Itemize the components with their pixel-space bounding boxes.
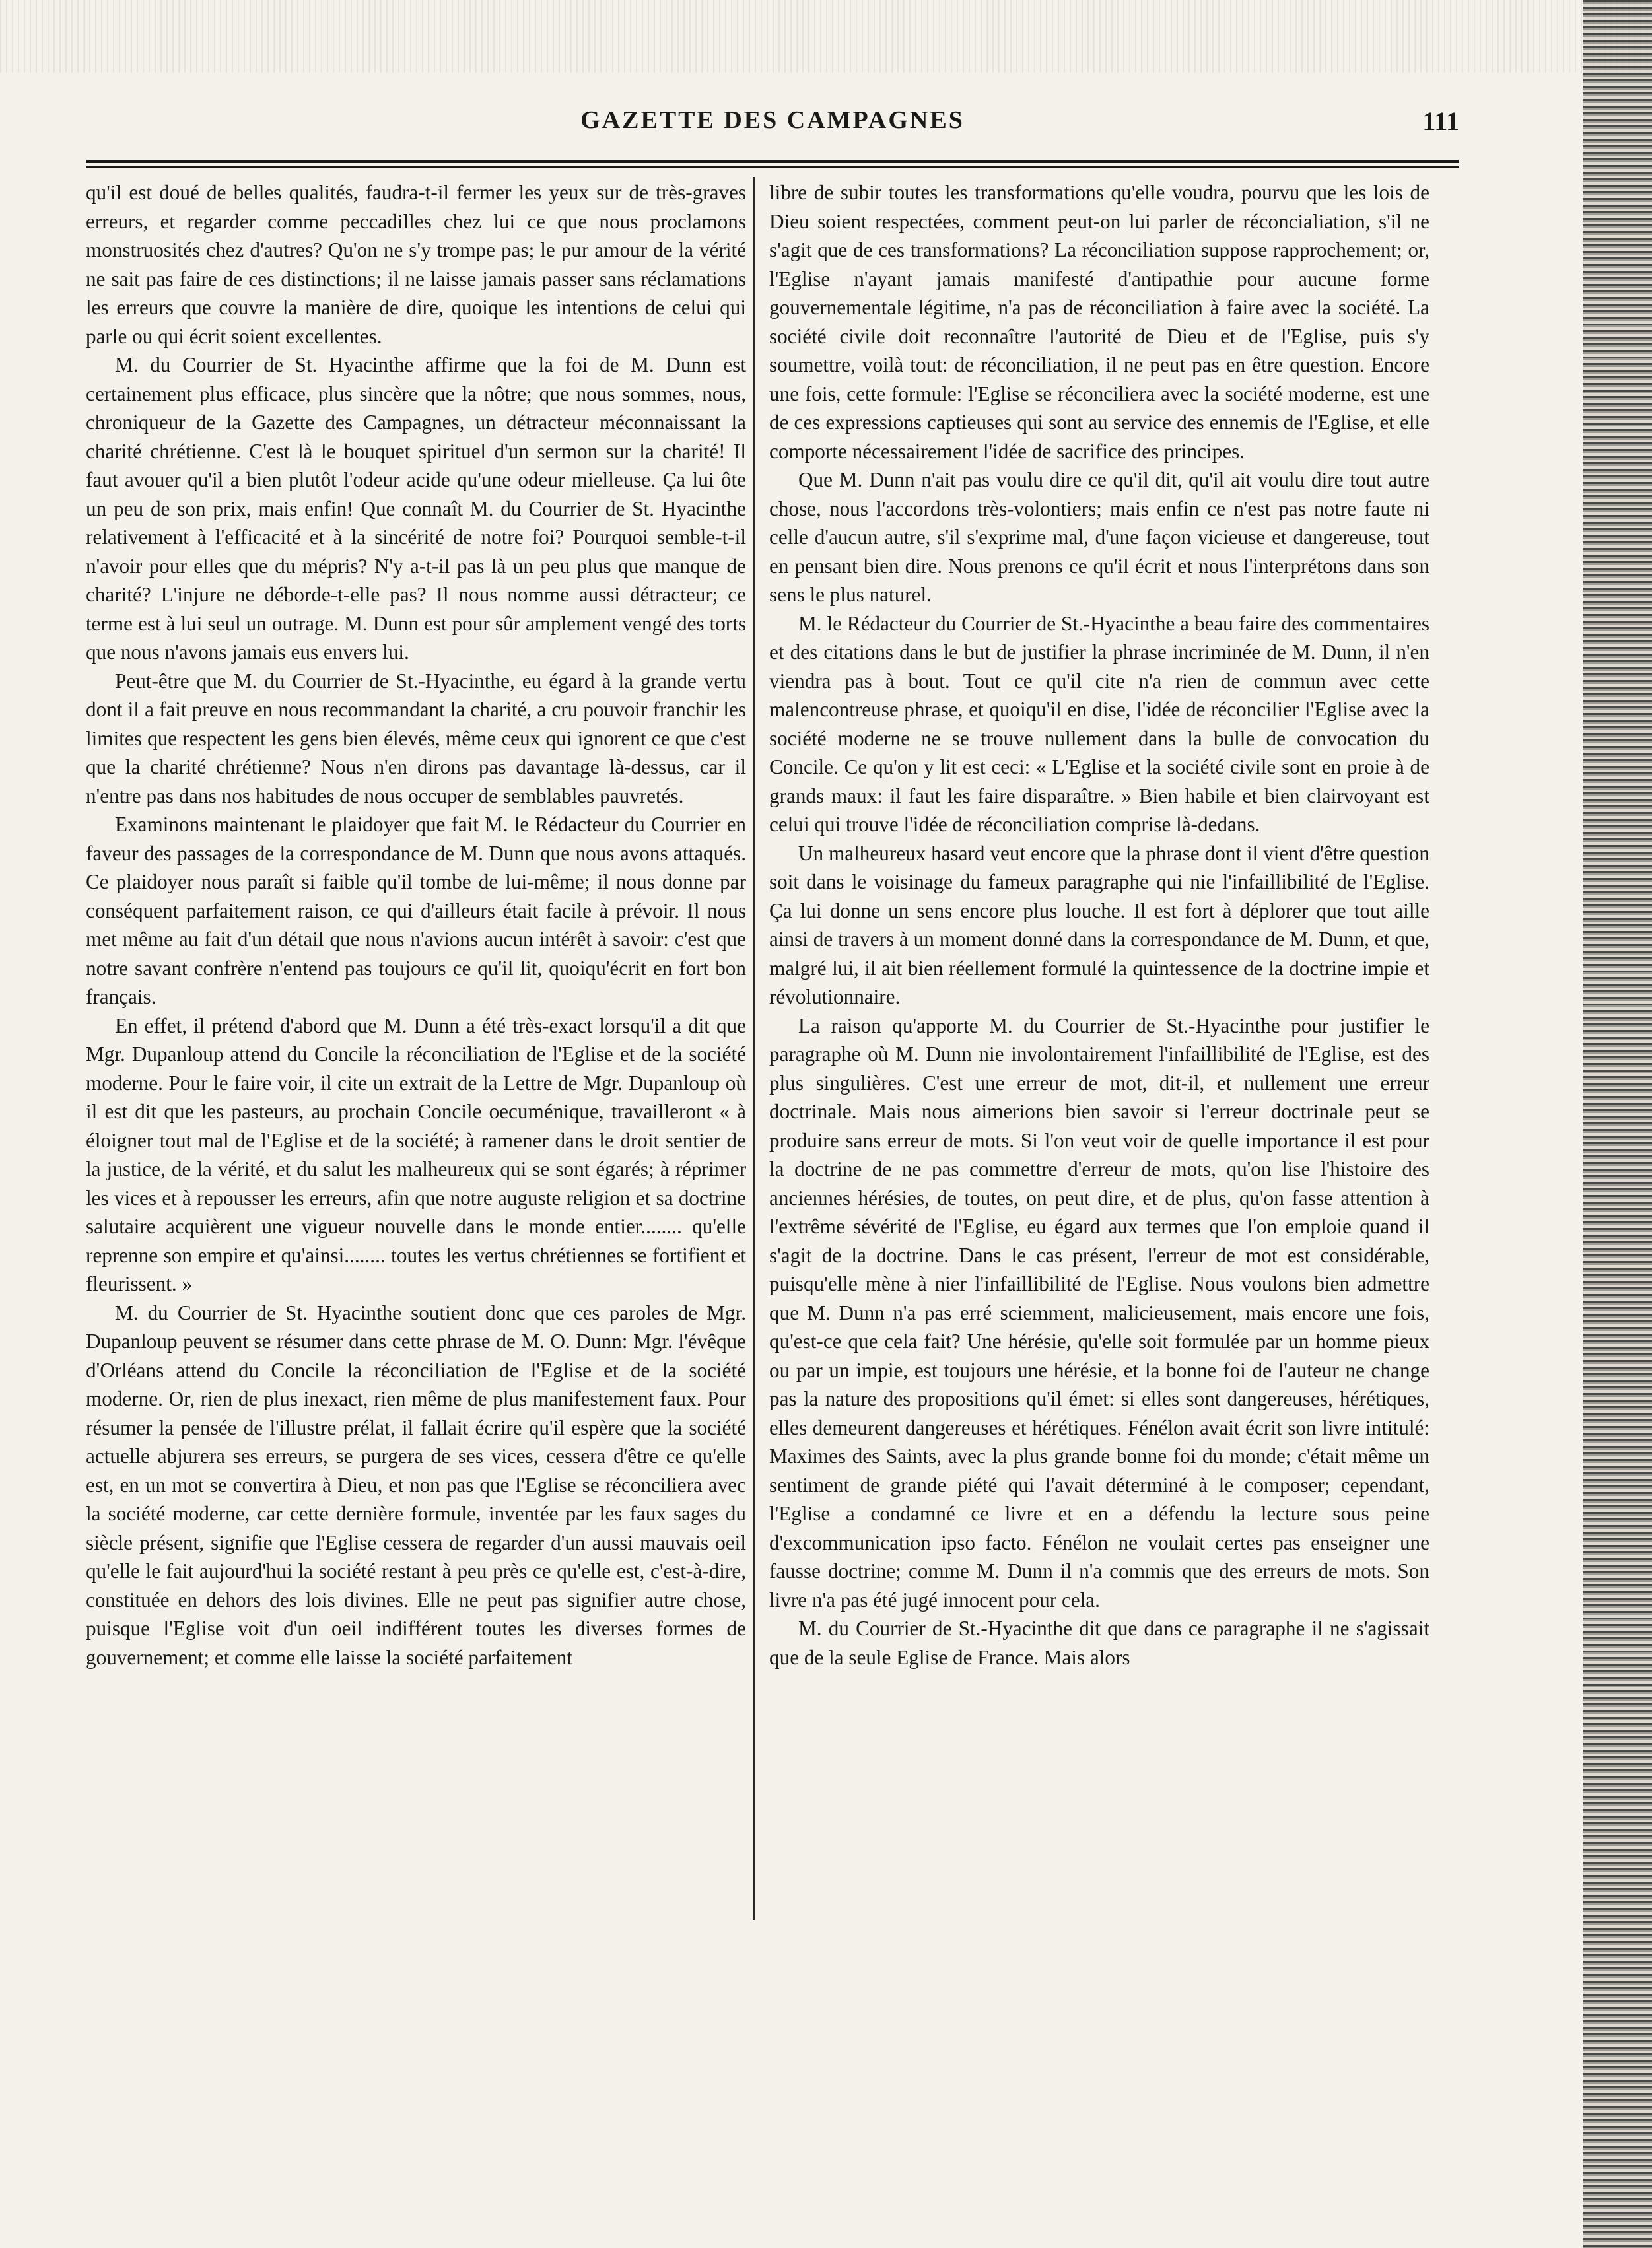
left-paragraph-4: Examinons maintenant le plaidoyer que fait M. le Rédacteur du Courrier en faveur des passages de la correspondance de M. Dunn que nous avons attaqués. Ce plaidoyer nous paraît si faible qu'il tombe de lui-même; il nous donne par conséquent parfaitement raison, ce qui d'ailleurs était facile à prévoir. Il nous met même au fait d'un détail que nous n'avions aucun intérêt à savoir: c'est que notre savant confrère n'entend pas toujours ce qu'il lit, quoiqu'écrit en fort bon français. [86, 813, 746, 1008]
left-paragraph-6: M. du Courrier de St. Hyacinthe soutient donc que ces paroles de Mgr. Dupanloup peuvent se résumer dans cette phrase de M. O. Dunn: Mgr. l'évêque d'Orléans attend du Concile la réconciliation de l'Eglise et de la société moderne. Or, rien de plus inexact, rien même de plus manifestement faux. Pour résumer la pensée de l'illustre prélat, il fallait écrire qu'il espère que la société actuelle abjurera ses erreurs, se purgera de ses vices, cessera d'être ce qu'elle est, en un mot se convertira à Dieu, et non pas que l'Eglise se réconciliera avec la société moderne, car cette dernière formule, inventée par les faux sages du siècle présent, signifie que l'Eglise cessera de regarder d'un aussi mauvais oeil qu'elle le fait aujourd'hui la société restant à peu près ce qu'elle est, c'est-à-dire, constituée en dehors des lois divines. Elle ne peut pas signifier autre chose, puisque l'Eglise voit d'un oeil indifférent toutes les diverses formes de gouvernement; et comme elle laisse la société parfaitement [86, 1301, 746, 1669]
header-rule-thin [86, 166, 1459, 168]
right-paragraph-3: M. le Rédacteur du Courrier de St.-Hyacinthe a beau faire des commentaires et des citations dans le but de justifier la phrase incriminée de M. Dunn, il n'en viendra pas à bout. Tout ce qu'il cite n'a rien de commun avec cette malencontreuse phrase, et quoiqu'il en dise, l'idée de réconcilier l'Eglise avec la société moderne ne se trouve nullement dans la bulle de convocation du Concile. Ce qu'on y lit est ceci: « L'Eglise et la société civile sont en proie à de grands maux: il faut les faire disparaître. » Bien habile et bien clairvoyant est celui qui trouve l'idée de réconciliation comprise là-dedans. [769, 611, 1429, 836]
left-paragraph-1: qu'il est doué de belles qualités, faudra-t-il fermer les yeux sur de très-graves erreurs, et regarder comme peccadilles chez lui ce que nous proclamons monstruosités chez d'autres? Qu'on ne s'y trompe pas; le pur amour de la vérité ne sait pas faire de ces distinctions; il ne laisse jamais passer sans réclamations les erreurs que couvre la manière de dire, quoique les intentions de celui qui parle ou qui écrit soient excellentes. [86, 181, 746, 348]
right-paragraph-5: La raison qu'apporte M. du Courrier de St.-Hyacinthe pour justifier le paragraphe où M. Dunn nie involontairement l'infaillibilité de l'Eglise, est des plus singulières. C'est une erreur de mot, dit-il, et nullement une erreur doctrinale. Mais nous aimerions bien savoir si l'erreur doctrinale peut se produire sans erreur de mots. Si l'on veut voir de quelle importance il est pour la doctrine de ne pas commettre d'erreur de mots, qu'on lise l'histoire des anciennes hérésies, de toutes, on peut dire, et de plus, qu'on fasse attention à l'extrême sévérité de l'Eglise, eu égard aux termes que l'on emploie quand il s'agit de la doctrine. Dans le cas présent, l'erreur de mot est considérable, puisqu'elle mène à nier l'infaillibilité de l'Eglise. Nous voulons bien admettre que M. Dunn n'a pas erré sciemment, malicieusement, mais encore une fois, qu'est-ce que cela fait? Une hérésie, qu'elle soit formulée par un homme pieux ou par un impie, est toujours une hérésie, et la bonne foi de l'auteur ne change pas la nature des propositions qu'il émet: si elles sont dangereuses, hérétiques, elles demeurent dangereuses et hérétiques. Fénélon avait écrit son livre intitulé: Maximes des Saints, avec la plus grande bonne foi du monde; c'était même un sentiment de grande piété qui l'avait déterminé à le composer; cependant, l'Eglise a condamné ce livre et en a défendu la lecture sous peine d'excommunication ipso facto. Fénélon ne voulait certes pas enseigner une fausse doctrine; comme M. Dunn il n'a commis que des erreurs de mots. Son livre n'a pas été jugé innocent pour cela. [769, 1013, 1429, 1612]
paper-speckle-texture [0, 0, 1652, 73]
right-column [769, 178, 1429, 1672]
right-paragraph-1: libre de subir toutes les transformations qu'elle voudra, pourvu que les lois de Dieu soient respectées, comment peut-on lui parler de réconcialiation, s'il ne s'agit que de ces transformations? La réconciliation suppose rapprochement; or, l'Eglise n'ayant jamais manifesté d'antipathie pour aucune forme gouvernementale légitime, n'a pas de réconciliation à faire avec la société. La société civile doit reconnaître l'autorité de Dieu et de l'Eglise, puis s'y soumettre, voilà tout: de réconciliation, il ne peut pas en être question. Encore une fois, cette formule: l'Eglise se réconciliera avec la société moderne, est une de ces expressions captieuses qui sont au service des ennemis de l'Eglise, et elle comporte nécessairement l'idée de sacrifice des principes. [769, 181, 1429, 463]
column-divider-rule [753, 177, 755, 1920]
right-paragraph-2: Que M. Dunn n'ait pas voulu dire ce qu'il dit, qu'il ait voulu dire tout autre chose, nous l'accordons très-volontiers; mais enfin ce n'est pas notre faute ni celle d'aucun autre, s'il s'exprime mal, d'une façon vicieuse et dangereuse, tout en pensant bien dire. Nous prenons ce qu'il écrit et nous l'interprétons dans son sens le plus naturel. [769, 468, 1429, 606]
running-head-title: GAZETTE DES CAMPAGNES [580, 106, 965, 134]
scanned-binding-edge [1583, 0, 1652, 2248]
right-paragraph-6: M. du Courrier de St.-Hyacinthe dit que dans ce paragraphe il ne s'agissait que de la seule Eglise de France. Mais alors [769, 1617, 1429, 1669]
right-paragraph-4: Un malheureux hasard veut encore que la phrase dont il vient d'être question soit dans le voisinage du fameux paragraphe qui nie l'infaillibilité de l'Eglise. Ça lui donne un sens encore plus louche. Il est fort à déplorer que tout aille ainsi de travers à un moment donné dans la correspondance de M. Dunn, et que, malgré lui, il ait bien réellement formulé la quintessence de la doctrine impie et révolutionnaire. [769, 841, 1429, 1008]
left-paragraph-2: M. du Courrier de St. Hyacinthe affirme que la foi de M. Dunn est certainement plus efficace, plus sincère que la nôtre; que nous sommes, nous, chroniqueur de la Gazette des Campagnes, un détracteur méconnaissant la charité chrétienne. C'est là le bouquet spirituel d'un sermon sur la charité! Il faut avouer qu'il a bien plutôt l'odeur acide qu'une odeur mielleuse. Ça lui ôte un peu de son prix, mais enfin! Que connaît M. du Courrier de St. Hyacinthe relativement à l'efficacité et à la sincérité de notre foi? Pourquoi semble-t-il n'avoir pour elles que du mépris? N'y a-t-il pas là un peu plus que manque de charité? L'injure ne déborde-t-elle pas? Il nous nomme aussi détracteur; ce terme est à lui seul un outrage. M. Dunn est pour sûr amplement vengé des torts que nous n'avons jamais eus envers lui. [86, 353, 746, 664]
page-number: 111 [1422, 106, 1459, 136]
page-header [86, 106, 1459, 152]
left-column [86, 178, 746, 1672]
header-rule-thick [86, 160, 1459, 163]
left-paragraph-3: Peut-être que M. du Courrier de St.-Hyacinthe, eu égard à la grande vertu dont il a fait preuve en nous recommandant la charité, a cru pouvoir franchir les limites que respectent les gens bien élevés, même ceux qui ignorent ce que c'est que la charité chrétienne? Nous n'en dirons pas davantage là-dessus, car il n'entre pas dans nos habitudes de nous occuper de semblables pauvretés. [86, 669, 746, 807]
left-paragraph-5: En effet, il prétend d'abord que M. Dunn a été très-exact lorsqu'il a dit que Mgr. Dupanloup attend du Concile la réconciliation de l'Eglise et de la société moderne. Pour le faire voir, il cite un extrait de la Lettre de Mgr. Dupanloup où il est dit que les pasteurs, au prochain Concile oecuménique, travailleront « à éloigner tout mal de l'Eglise et de la société; à ramener dans le droit sentier de la justice, de la vérité, et du salut les malheureux qui se sont égarés; à réprimer les vices et à repousser les erreurs, afin que notre auguste religion et sa doctrine salutaire acquièrent une vigueur nouvelle dans le monde entier........ qu'elle reprenne son empire et qu'ainsi........ toutes les vertus chrétiennes se fortifient et fleurissent. » [86, 1013, 746, 1295]
